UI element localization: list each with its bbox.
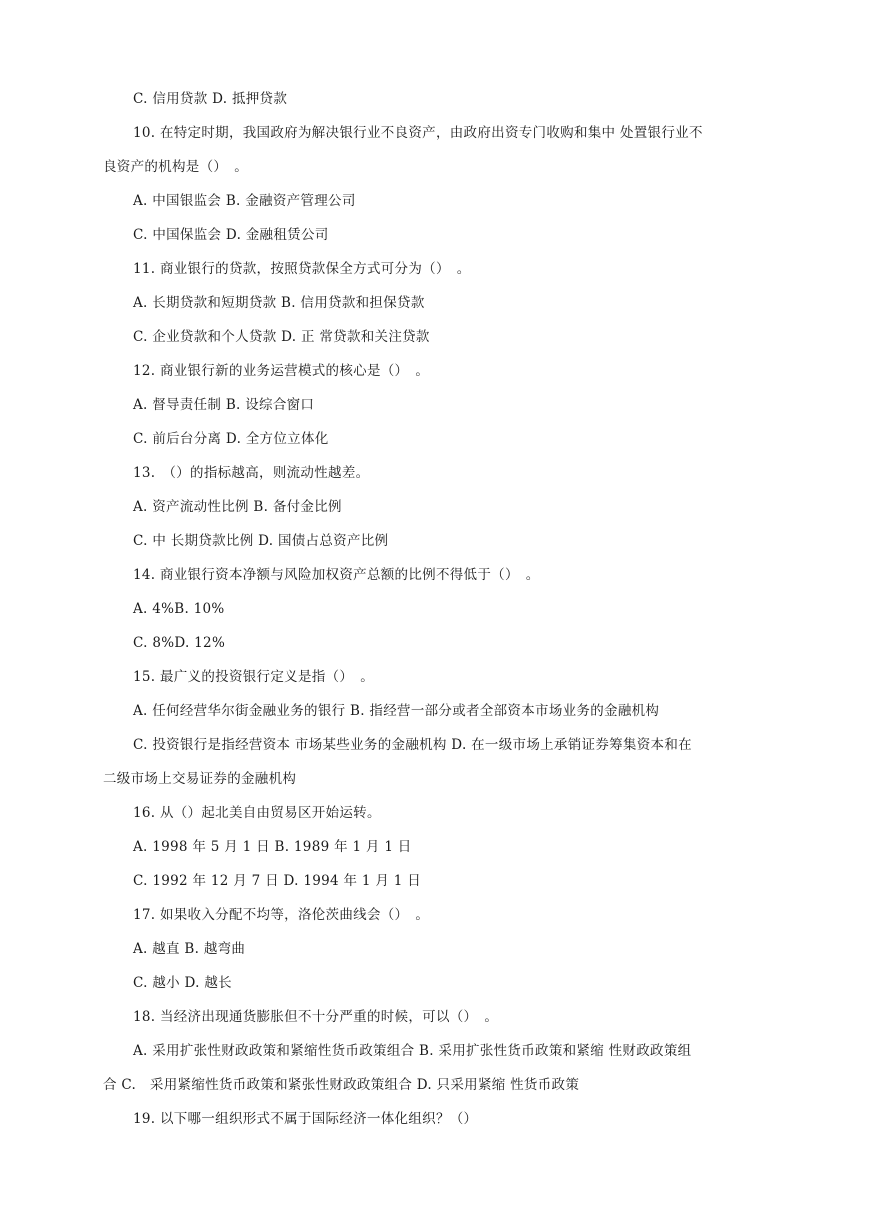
option-line-18-ab: A. 采用扩张性财政政策和紧缩性货币政策组合 B. 采用扩张性货币政策和紧缩 性财政政策组 (133, 1043, 692, 1059)
question-11: 11. 商业银行的贷款，按照贷款保全方式可分为（） 。 (133, 261, 471, 277)
option-line-10-cd: C. 中国保监会 D. 金融租赁公司 (133, 227, 329, 243)
option-line-15-cd: C. 投资银行是指经营资本 市场某些业务的金融机构 D. 在一级市场上承销证券筹集资本和在 (133, 737, 692, 753)
option-line-10-ab: A. 中国银监会 B. 金融资产管理公司 (133, 193, 356, 209)
question-18: 18. 当经济出现通货膨胀但不十分严重的时候，可以（） 。 (133, 1009, 499, 1025)
option-line-14-cd: C. 8%D. 12% (133, 635, 226, 651)
option-line-9-cd: C. 信用贷款 D. 抵押贷款 (133, 91, 288, 107)
option-line-14-ab: A. 4%B. 10% (133, 601, 225, 617)
question-19: 19. 以下哪一组织形式不属于国际经济一体化组织？（） (133, 1111, 478, 1127)
option-line-15-ab: A. 任何经营华尔街金融业务的银行 B. 指经营一部分或者全部资本市场业务的金融机构 (133, 703, 660, 719)
option-line-12-ab: A. 督导责任制 B. 设综合窗口 (133, 397, 315, 413)
option-line-16-cd: C. 1992 年 12 月 7 日 D. 1994 年 1 月 1 日 (133, 873, 422, 889)
option-line-13-cd: C. 中 长期贷款比例 D. 国债占总资产比例 (133, 533, 389, 549)
option-line-17-ab: A. 越直 B. 越弯曲 (133, 941, 246, 957)
question-16: 16. 从（）起北美自由贸易区开始运转。 (133, 805, 381, 821)
question-17: 17. 如果收入分配不均等，洛伦茨曲线会（） 。 (133, 907, 430, 923)
question-10-continued: 良资产的机构是（） 。 (103, 159, 249, 175)
option-line-12-cd: C. 前后台分离 D. 全方位立体化 (133, 431, 329, 447)
option-line-16-ab: A. 1998 年 5 月 1 日 B. 1989 年 1 月 1 日 (133, 839, 412, 855)
option-line-13-ab: A. 资产流动性比例 B. 备付金比例 (133, 499, 342, 515)
option-line-11-ab: A. 长期贷款和短期贷款 B. 信用贷款和担保贷款 (133, 295, 425, 311)
option-line-11-cd: C. 企业贷款和个人贷款 D. 正 常贷款和关注贷款 (133, 329, 430, 345)
question-15: 15. 最广义的投资银行定义是指（） 。 (133, 669, 375, 685)
question-13: 13. （）的指标越高，则流动性越差。 (133, 465, 370, 481)
option-line-18-cd: 合 C. 采用紧缩性货币政策和紧张性财政政策组合 D. 只采用紧缩 性货币政策 (103, 1077, 580, 1093)
option-line-15-cd-continued: 二级市场上交易证券的金融机构 (103, 771, 297, 787)
question-14: 14. 商业银行资本净额与风险加权资产总额的比例不得低于（） 。 (133, 567, 540, 583)
option-line-17-cd: C. 越小 D. 越长 (133, 975, 232, 991)
question-12: 12. 商业银行新的业务运营模式的核心是（） 。 (133, 363, 430, 379)
question-10: 10. 在特定时期，我国政府为解决银行业不良资产，由政府出资专门收购和集中 处置银行业不 (133, 125, 703, 141)
